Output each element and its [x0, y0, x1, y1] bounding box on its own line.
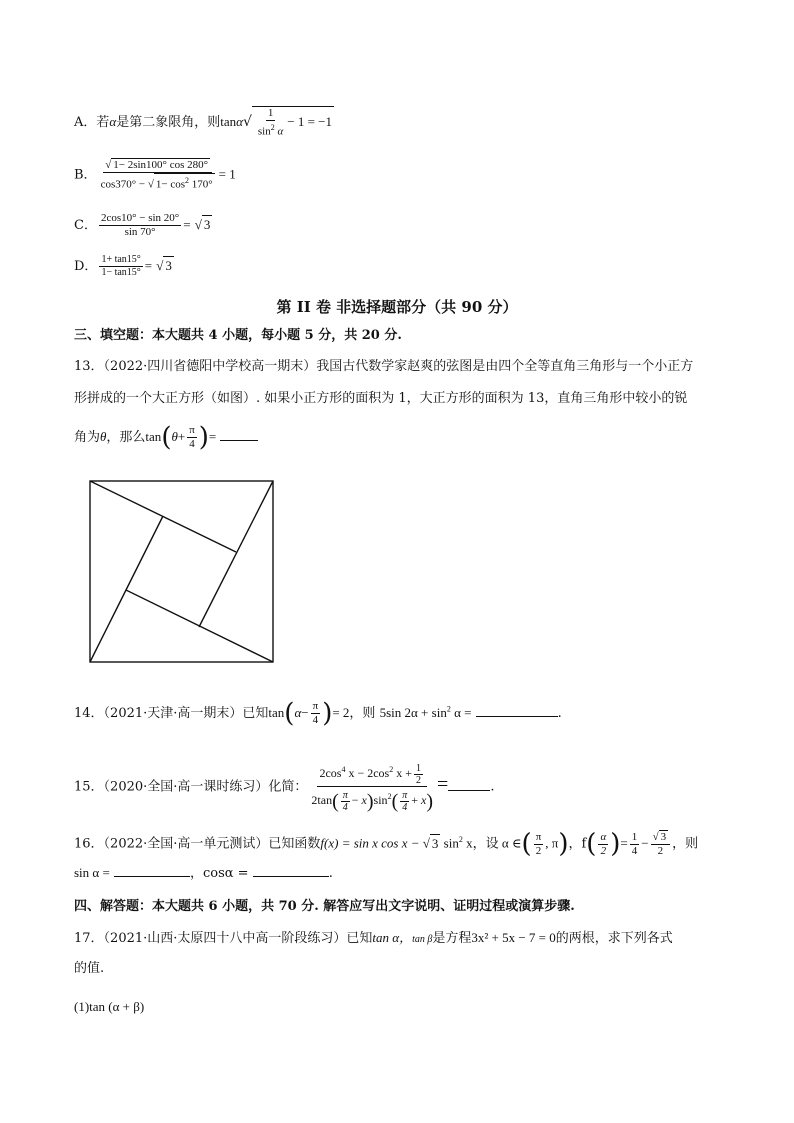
q16-function: f(x) = sin x cos x − — [320, 835, 423, 851]
frac-numerator: π — [535, 830, 542, 843]
num-part-c: x + — [393, 766, 412, 780]
option-a-text: 是第二象限角，则 — [116, 114, 221, 130]
equals-sign: = — [183, 217, 191, 232]
frac-numerator: 2cos10° − sin 20° — [100, 212, 180, 224]
x-variable: x — [361, 792, 367, 807]
q17-text-b: 是方程 — [432, 931, 472, 946]
den-part-a: 2tan — [311, 792, 333, 807]
right-triangle-edge — [90, 516, 163, 662]
answer-blank — [476, 716, 558, 717]
frac-denominator: sin 70° — [124, 226, 156, 238]
option-b-tail: = 1 — [218, 166, 236, 182]
sin-alpha-label: sin α = — [74, 865, 110, 880]
frac-denominator-a: cos370° − — [100, 178, 146, 191]
exponent: 4 — [341, 765, 346, 774]
part4-header: 四、解答题：本大题共 6 小题，共 70 分. 解答应写出文字说明、证明过程或演算步骤. — [74, 899, 575, 914]
q14-text: 14．（2021·天津·高一期末）已知 — [74, 706, 269, 721]
period: . — [557, 706, 562, 721]
period: . — [490, 779, 495, 795]
tan-beta: tan β — [412, 934, 433, 945]
answer-blank — [448, 790, 490, 791]
option-a-prefix: A．若 — [74, 114, 110, 130]
alpha-symbol: α — [109, 113, 117, 129]
minus-sign: − — [641, 835, 649, 851]
q14-expression-b: α = — [450, 705, 472, 720]
option-c: C． $\frac{2\cos 10^\circ - \sin 20^\circ}{\sin 70^\circ}$ = √ 3 — [74, 212, 211, 238]
exponent: 2 — [270, 123, 275, 132]
q16-line2 — [74, 864, 333, 883]
q14-equation: = 2，则 — [332, 705, 376, 720]
q16-f-text: ，f — [568, 836, 587, 852]
tan-alpha: tan α， — [372, 930, 413, 945]
option-d-prefix: D． — [74, 259, 98, 274]
q13-line3: 角为θ，那么tan(θ+ $\frac{\pi}{4}$ )= — [74, 424, 258, 451]
large-square — [90, 481, 273, 662]
option-a: A．若α是第二象限角，则tanα√ $\frac{1}{\sin^2 \alpha}$ − 1 = −1 — [74, 107, 332, 138]
den-part-b: sin — [373, 792, 388, 807]
frac-denominator: 4 — [189, 438, 195, 450]
q17-text-c: 的两根，求下列各式 — [555, 931, 673, 946]
option-a-tail: − 1 = −1 — [287, 113, 332, 129]
q13-text-a: 角为 — [74, 430, 101, 445]
exponent: 2 — [387, 791, 392, 801]
option-d-fraction — [99, 254, 142, 279]
q17-text-a: 17．（2021·山西·太原四十八中高一阶段练习）已知 — [74, 931, 373, 946]
frac-numerator: 1 — [267, 107, 274, 119]
frac-denominator: 1− tan15° — [101, 267, 141, 278]
frac-denominator-c: 170° — [189, 178, 213, 191]
pi-symbol: π — [342, 789, 348, 801]
q13-text-b: ，那么 — [106, 430, 146, 445]
frac-numerator: 1− 2sin100° cos 280° — [113, 159, 209, 171]
exponent: 2 — [389, 765, 394, 774]
tan-function: tan — [220, 113, 237, 129]
option-b — [74, 158, 236, 192]
exponent: 2 — [185, 176, 189, 185]
sqrt-value: 3 — [203, 217, 211, 232]
num-part-b: x − 2cos — [345, 766, 390, 780]
frac-denominator: 2 — [535, 844, 542, 857]
option-b-prefix: B． — [74, 167, 97, 183]
equals-sign: = — [144, 258, 153, 273]
part3-header: 三、填空题：本大题共 4 小题，每小题 5 分，共 20 分. — [74, 328, 402, 343]
frac-numerator: 1+ tan15° — [101, 254, 141, 265]
equals-sign: = — [208, 429, 217, 444]
equals-sign: = — [437, 773, 449, 796]
q17-line2: 的值. — [74, 961, 105, 976]
answer-blank-cos — [253, 876, 329, 877]
frac-numerator: 1 — [631, 830, 638, 843]
sqrt-value: 3 — [165, 258, 172, 273]
frac-denominator: 4 — [631, 844, 638, 857]
exponent: 2 — [458, 835, 463, 845]
frac-numerator: π — [312, 700, 319, 712]
section-title: 第 II 卷 非选择题部分（共 90 分） — [276, 298, 518, 316]
q16-line1: 16．（2022·全国·高一单元测试）已知函数f(x) = sin x cos x − √ 3 $\sin^2 x$，设 α ∈( $\frac{\pi}{2}$ , π)，f( $\frac{\alpha}{2}$ )= $\frac{1}{4}$ − $\frac{√ 3}{2}$ ，则 — [74, 829, 699, 859]
frac-denominator: 2 — [657, 845, 664, 857]
half-numerator: 1 — [415, 762, 421, 774]
q17-equation: 3x² + 5x − 7 = 0 — [471, 930, 556, 945]
theta-symbol: θ — [100, 429, 107, 444]
alpha-symbol: α — [600, 830, 607, 843]
q15-fraction: $2\cos^4$ $x - 2\cos^2$ x + $\frac{1}{2}$ 2tan( $\frac{\pi}{4}$ − $x)\sin^2$( $\frac{\pi}{4}$ + x) — [309, 760, 435, 814]
q13-line2: 形拼成的一个大正方形（如图）. 如果小正方形的面积为 1，大正方形的面积为 13，直角三角形中较小的锐 — [74, 391, 688, 406]
frac-numerator: π — [189, 424, 195, 436]
q13-line1: 13．（2022·四川省德阳中学校高一期末）我国古代数学家赵爽的弦图是由四个全等直角三角形与一个小正方 — [74, 359, 694, 374]
q15 — [74, 760, 494, 814]
num-part-a: 2cos — [319, 766, 342, 780]
zhao-shuang-diagram — [88, 479, 278, 665]
answer-blank — [220, 440, 258, 441]
four: 4 — [342, 801, 348, 813]
q16-function-c: x，设 α ∈ — [462, 835, 522, 851]
half-denominator: 2 — [415, 774, 421, 786]
option-b-fraction: $\frac{√ 1- 2\sin 100^\circ \cos 280^\circ}{\cos 370^\circ - √ 1- \cos^2 170^\circ}$ — [100, 159, 213, 191]
sqrt-expression: $\frac{1}{\sin^2 \alpha}$ − 1 = −1 — [252, 106, 334, 139]
equals-sign: = — [620, 835, 628, 851]
sqrt-value: 3 — [431, 835, 439, 851]
exponent: 2 — [446, 704, 451, 714]
frac-denominator: sin — [257, 125, 271, 138]
q16-text: 16．（2022·全国·高一单元测试）已知函数 — [74, 836, 321, 852]
right-triangle-edge — [199, 481, 273, 627]
option-d: D． $\frac{1+ \tan 15^\circ}{1- \tan 15^\circ}$ = √ 3 — [74, 254, 172, 278]
q15-text: 15．（2020·全国·高一课时练习）化简： — [74, 779, 308, 795]
tan-function: tan — [268, 705, 285, 720]
q14-expression: 5sin 2α + sin — [379, 705, 447, 720]
frac-denominator: 4 — [312, 714, 319, 726]
q16-function-b: sin — [440, 835, 459, 851]
frac-denominator-b: 1− cos — [155, 178, 185, 191]
answer-blank-sin — [114, 876, 190, 877]
option-c-prefix: C． — [74, 218, 97, 233]
q14: 14．（2021·天津·高一期末）已知tan(α− $\frac{\pi}{4}$ )= 2，则 5sin $2\alpha + \sin^2 \alpha$ = . — [74, 698, 562, 729]
option-c-fraction — [99, 212, 181, 239]
cos-alpha-label: ，cosα = — [189, 866, 249, 881]
q17-line1 — [74, 929, 673, 949]
q17-sub1: (1)tan (α + β) — [74, 999, 145, 1014]
tan-function: tan — [145, 429, 162, 444]
right-triangle-edge — [126, 590, 273, 662]
period: . — [328, 866, 333, 881]
q16-end-text: ，则 — [672, 836, 699, 852]
